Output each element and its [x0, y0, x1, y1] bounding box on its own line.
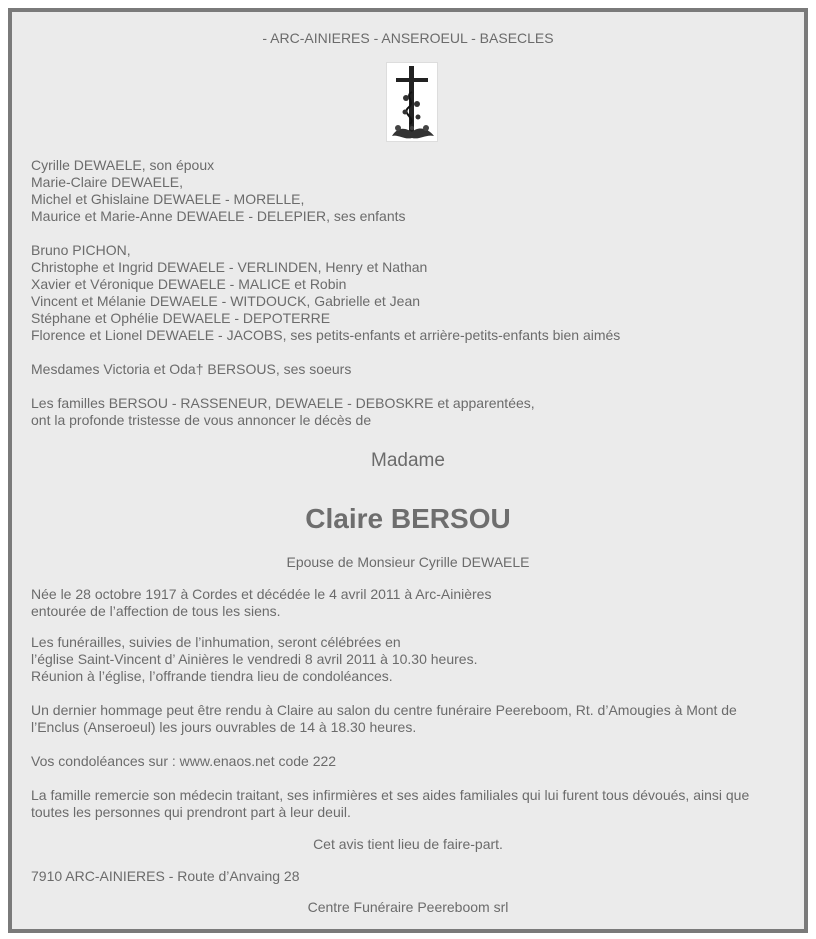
family-line: Michel et Ghislaine DEWAELE - MORELLE,: [31, 191, 305, 207]
obituary-card: [8, 8, 808, 933]
family-group-2: [31, 242, 801, 344]
sisters-line: Mesdames Victoria et Oda† BERSOUS, ses soeurs: [31, 361, 352, 377]
tribute-line: Un dernier hommage peut être rendu à Claire au salon du centre funéraire Peereboom, Rt. d’Amougies à Mont de: [31, 702, 737, 718]
family-group-1: [31, 157, 801, 225]
birth-death-line: entourée de l’affection de tous les siens.: [31, 603, 281, 619]
family-line: Maurice et Marie-Anne DEWAELE - DELEPIER, ses enfants: [31, 208, 406, 224]
cross-with-flowers-icon: [386, 62, 438, 142]
funeral-paragraph: [31, 634, 801, 685]
title-madame: Madame: [371, 450, 445, 471]
address-line: 7910 ARC-AINIERES - Route d’Anvaing 28: [31, 868, 300, 884]
thanks-line: toutes les personnes qui prendront part à leur deuil.: [31, 804, 351, 820]
funeral-line: Réunion à l’église, l’offrande tiendra lieu de condoléances.: [31, 668, 393, 684]
funeral-home-line: Centre Funéraire Peereboom srl: [307, 899, 509, 915]
locations-header: - ARC-AINIERES - ANSEROEUL - BASECLES: [262, 30, 554, 46]
family-line: Bruno PICHON,: [31, 242, 131, 258]
funeral-line: l’église Saint-Vincent d’ Ainières le vendredi 8 avril 2011 à 10.30 heures.: [31, 651, 478, 667]
families-paragraph: [31, 395, 801, 429]
funeral-line: Les funérailles, suivies de l’inhumation, seront célébrées en: [31, 634, 401, 650]
spouse-line: Epouse de Monsieur Cyrille DEWAELE: [286, 554, 530, 570]
condolences-line: Vos condoléances sur : www.enaos.net code 222: [31, 753, 337, 769]
thanks-paragraph: [31, 787, 801, 821]
deceased-name: Claire BERSOU: [305, 503, 511, 534]
family-line: Xavier et Véronique DEWAELE - MALICE et Robin: [31, 276, 347, 292]
tribute-paragraph: [31, 702, 801, 736]
notice-line: Cet avis tient lieu de faire-part.: [313, 836, 503, 852]
tribute-line: l’Enclus (Anseroeul) les jours ouvrables de 14 à 18.30 heures.: [31, 719, 417, 735]
family-line: Stéphane et Ophélie DEWAELE - DEPOTERRE: [31, 310, 331, 326]
family-line: Marie-Claire DEWAELE,: [31, 174, 183, 190]
family-line: Florence et Lionel DEWAELE - JACOBS, ses petits-enfants et arrière-petits-enfants bien aimés: [31, 327, 621, 343]
thanks-line: La famille remercie son médecin traitant, ses infirmières et ses aides familiales qui lui furent tous dévoués, ainsi que: [31, 787, 750, 803]
family-line: Cyrille DEWAELE, son époux: [31, 157, 215, 173]
families-line: Les familles BERSOU - RASSENEUR, DEWAELE - DEBOSKRE et apparentées,: [31, 395, 535, 411]
birth-death-line: Née le 28 octobre 1917 à Cordes et décédée le 4 avril 2011 à Arc-Ainières: [31, 586, 492, 602]
family-line: Vincent et Mélanie DEWAELE - WITDOUCK, Gabrielle et Jean: [31, 293, 421, 309]
family-line: Christophe et Ingrid DEWAELE - VERLINDEN, Henry et Nathan: [31, 259, 428, 275]
birth-death-paragraph: [31, 586, 801, 620]
families-line: ont la profonde tristesse de vous annoncer le décès de: [31, 412, 372, 428]
